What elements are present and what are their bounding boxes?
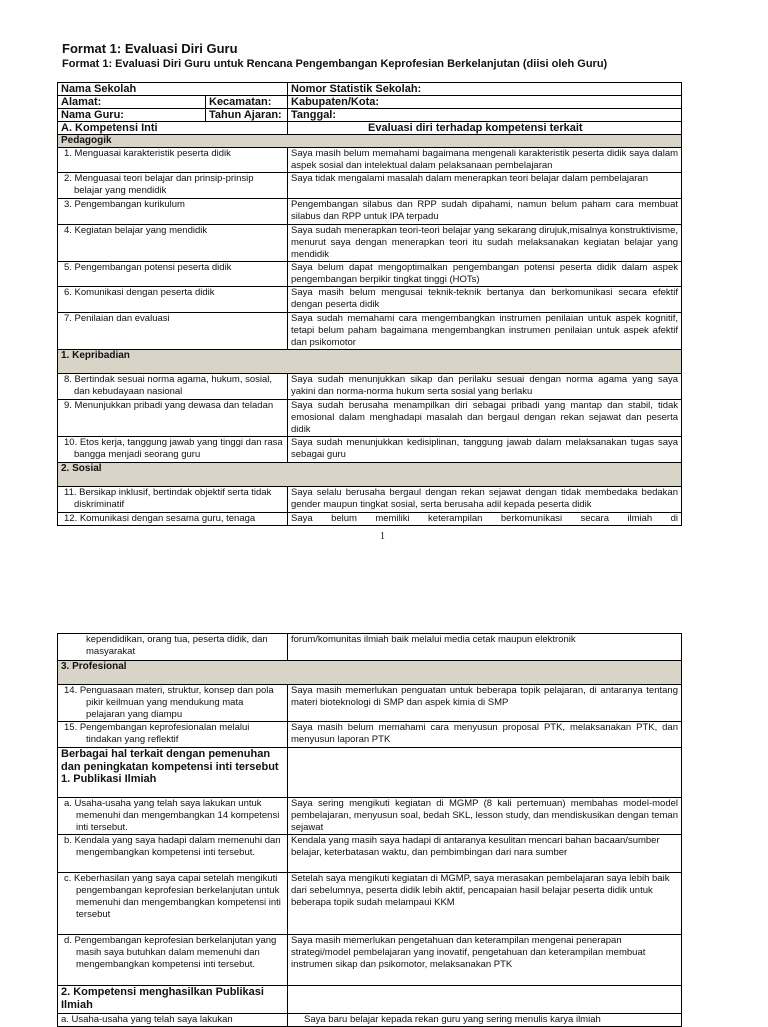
competency-row: 8. Bertindak sesuai norma agama, hukum, sosial, dan kebudayaan nasional: [58, 374, 288, 400]
publication-evaluation: Saya sering mengikuti kegiatan di MGMP (8 kali pertemuan) membahas model-model pembelajaran, menyusun soal, bedah SKL, lesson study, dan mendiskusikan dengan teman sejawat: [288, 798, 682, 835]
evaluation-text: Saya masih memerlukan penguatan untuk beberapa topik pelajaran, di antaranya tentang materi bioteknologi di SMP dan aspek kimia di SMP: [288, 685, 682, 722]
section-profesional: 3. Profesional: [58, 661, 682, 685]
address-label: Alamat:: [58, 96, 206, 109]
related-matters-text: Berbagai hal terkait dengan pemenuhan dan peningkatan kompetensi inti tersebut: [61, 748, 279, 773]
empty-cell: [288, 748, 682, 798]
publication-item: c. Keberhasilan yang saya capai setelah mengikuti pengembangan keprofesian berkelanjutan untuk memenuhi dan mengembangkan kompetensi inti tersebut: [58, 873, 288, 935]
evaluation-text: Saya masih belum memahami cara menyusun proposal PTK, melaksanakan PTK, dan menyusun laporan PTK: [288, 722, 682, 748]
competency-row-continued: kependidikan, orang tua, peserta didik, dan masyarakat: [58, 634, 288, 661]
publication-item: b. Kendala yang saya hadapi dalam memenuhi dan mengembangkan kompetensi inti tersebut.: [58, 835, 288, 873]
school-name-label: Nama Sekolah: [58, 83, 288, 96]
competency-row: 6. Komunikasi dengan peserta didik: [58, 287, 288, 313]
evaluation-table-page-2: [57, 633, 682, 1027]
school-year-label: Tahun Ajaran:: [206, 109, 288, 122]
competency-row: 9. Menunjukkan pribadi yang dewasa dan teladan: [58, 400, 288, 437]
competency-row: 4. Kegiatan belajar yang mendidik: [58, 225, 288, 262]
evaluation-text: Saya belum dapat mengoptimalkan pengembangan potensi peserta didik dalam aspek pengembangan berpikir tingkat tinggi (HOTs): [288, 262, 682, 287]
teacher-name-label: Nama Guru:: [58, 109, 206, 122]
evaluation-text: Pengembangan silabus dan RPP sudah dipahami, namun belum paham cara membuat silabus dan RPP untuk IPA terpadu: [288, 199, 682, 225]
form-subtitle: Format 1: Evaluasi Diri Guru untuk Rencana Pengembangan Keprofesian Berkelanjutan (diisi oleh Guru): [62, 58, 608, 70]
competency-row: 1. Menguasai karakteristik peserta didik: [58, 148, 288, 173]
evaluation-text: Saya sudah menunjukkan kedisiplinan, tanggung jawab dalam melaksanakan tugas saya sebagai guru: [288, 437, 682, 463]
date-label: Tanggal:: [288, 109, 682, 122]
form-title: Format 1: Evaluasi Diri Guru: [62, 41, 238, 56]
evaluation-text: Saya sudah memahami cara mengembangkan instrumen penilaian untuk aspek kognitif, tetapi belum paham bagaimana mengembangkan instrumen penilaian untuk aspek afektif dan psikomotor: [288, 313, 682, 350]
competency-row: 5. Pengembangan potensi peserta didik: [58, 262, 288, 287]
school-stat-number-label: Nomor Statistik Sekolah:: [288, 83, 682, 96]
page-number: 1: [380, 531, 385, 542]
section-kepribadian: 1. Kepribadian: [58, 350, 682, 374]
section-pedagogik: Pedagogik: [58, 135, 682, 148]
evaluation-text: Saya masih belum mengusai teknik-teknik bertanya dan berkomunikasi secara efektif dengan peserta didik: [288, 287, 682, 313]
evaluation-text: Saya masih belum memahami bagaimana mengenali karakteristik peserta didik saya dalam aspek sosial dan intelektual dalam pelaksanaan pembelajaran: [288, 148, 682, 173]
evaluation-text: Saya sudah menerapkan teori-teori belajar yang sekarang dirujuk,misalnya konstruktivisme, menurut saya dengan menerapkan teori itu sudah melaksanakan kegiatan belajar yang mendidik: [288, 225, 682, 262]
competency-row: 11. Bersikap inklusif, bertindak objektif serta tidak diskriminatif: [58, 487, 288, 513]
evaluation-text-continued: forum/komunitas ilmiah baik melalui media cetak maupun elektronik: [288, 634, 682, 661]
scientific-publication-heading: 1. Publikasi Ilmiah: [61, 773, 157, 785]
core-competency-header: A. Kompetensi Inti: [58, 122, 288, 135]
related-matters-heading: [58, 748, 288, 798]
section-sosial: 2. Sosial: [58, 463, 682, 487]
competency-row: 14. Penguasaan materi, struktur, konsep dan pola pikir keilmuan yang mendukung mata pelajaran yang diampu: [58, 685, 288, 722]
competency-row: 7. Penilaian dan evaluasi: [58, 313, 288, 350]
document-page-2: [0, 625, 768, 1024]
publication-evaluation: Saya masih memerlukan pengetahuan dan keterampilan mengenai penerapan strategi/model pembelajaran yang inovatif, pengetahuan dan keterampilan membuat instrumen sikap dan psikomotor, melaksanakan PTK: [288, 935, 682, 986]
district-label: Kabupaten/Kota:: [288, 96, 682, 109]
publication-item: a. Usaha-usaha yang telah saya lakukan: [58, 1014, 288, 1027]
competency-row: 2. Menguasai teori belajar dan prinsip-prinsip belajar yang mendidik: [58, 173, 288, 199]
subdistrict-label: Kecamatan:: [206, 96, 288, 109]
competency-publication-heading: 2. Kompetensi menghasilkan Publikasi Ilmiah: [58, 986, 288, 1014]
publication-evaluation: Saya baru belajar kepada rekan guru yang sering menulis karya ilmiah: [288, 1014, 682, 1027]
competency-row: 15. Pengembangan keprofesionalan melalui tindakan yang reflektif: [58, 722, 288, 748]
evaluation-text: Saya belum memiliki keterampilan berkomunikasi secara ilmiah di: [288, 513, 682, 526]
evaluation-text: Saya sudah berusaha menampilkan diri sebagai pribadi yang mantap dan stabil, tidak emosional dalam menghadapi masalah dan bergaul dengan rekan sejawat dan peserta didik: [288, 400, 682, 437]
publication-evaluation: Setelah saya mengikuti kegiatan di MGMP, saya merasakan pembelajaran saya lebih baik dari sebelumnya, peserta didik lebih aktif, pencapaian hasil belajar peserta didik untuk beberapa topik sudah melampaui KKM: [288, 873, 682, 935]
evaluation-text: Saya sudah menunjukkan sikap dan perilaku sesuai dengan norma agama yang saya yakini dan norma-norma hukum serta sosial yang berlaku: [288, 374, 682, 400]
competency-row: 12. Komunikasi dengan sesama guru, tenaga: [58, 513, 288, 526]
publication-item: d. Pengembangan keprofesian berkelanjutan yang masih saya butuhkan dalam memenuhi dan mengembangkan kompetensi inti tersebut.: [58, 935, 288, 986]
publication-item: a. Usaha-usaha yang telah saya lakukan untuk memenuhi dan mengembangkan 14 kompetensi inti tersebut.: [58, 798, 288, 835]
self-evaluation-header: Evaluasi diri terhadap kompetensi terkait: [288, 122, 682, 135]
evaluation-table-page-1: [57, 82, 682, 526]
competency-row: 10. Etos kerja, tanggung jawab yang tinggi dan rasa bangga menjadi seorang guru: [58, 437, 288, 463]
page-gap: [0, 575, 768, 625]
evaluation-text: Saya tidak mengalami masalah dalam menerapkan teori belajar dalam pembelajaran: [288, 173, 682, 199]
competency-row: 3. Pengembangan kurikulum: [58, 199, 288, 225]
empty-cell: [288, 986, 682, 1014]
evaluation-text: Saya selalu berusaha bergaul dengan rekan sejawat dengan tidak membedaka bedakan gender maupun tingkat sosial, serta berusaha adil kepada peserta didik: [288, 487, 682, 513]
publication-evaluation: Kendala yang masih saya hadapi di antaranya kesulitan mencari bahan bacaan/sumber belajar, keterbatasan waktu, dan pembimbingan dari nara sumber: [288, 835, 682, 873]
